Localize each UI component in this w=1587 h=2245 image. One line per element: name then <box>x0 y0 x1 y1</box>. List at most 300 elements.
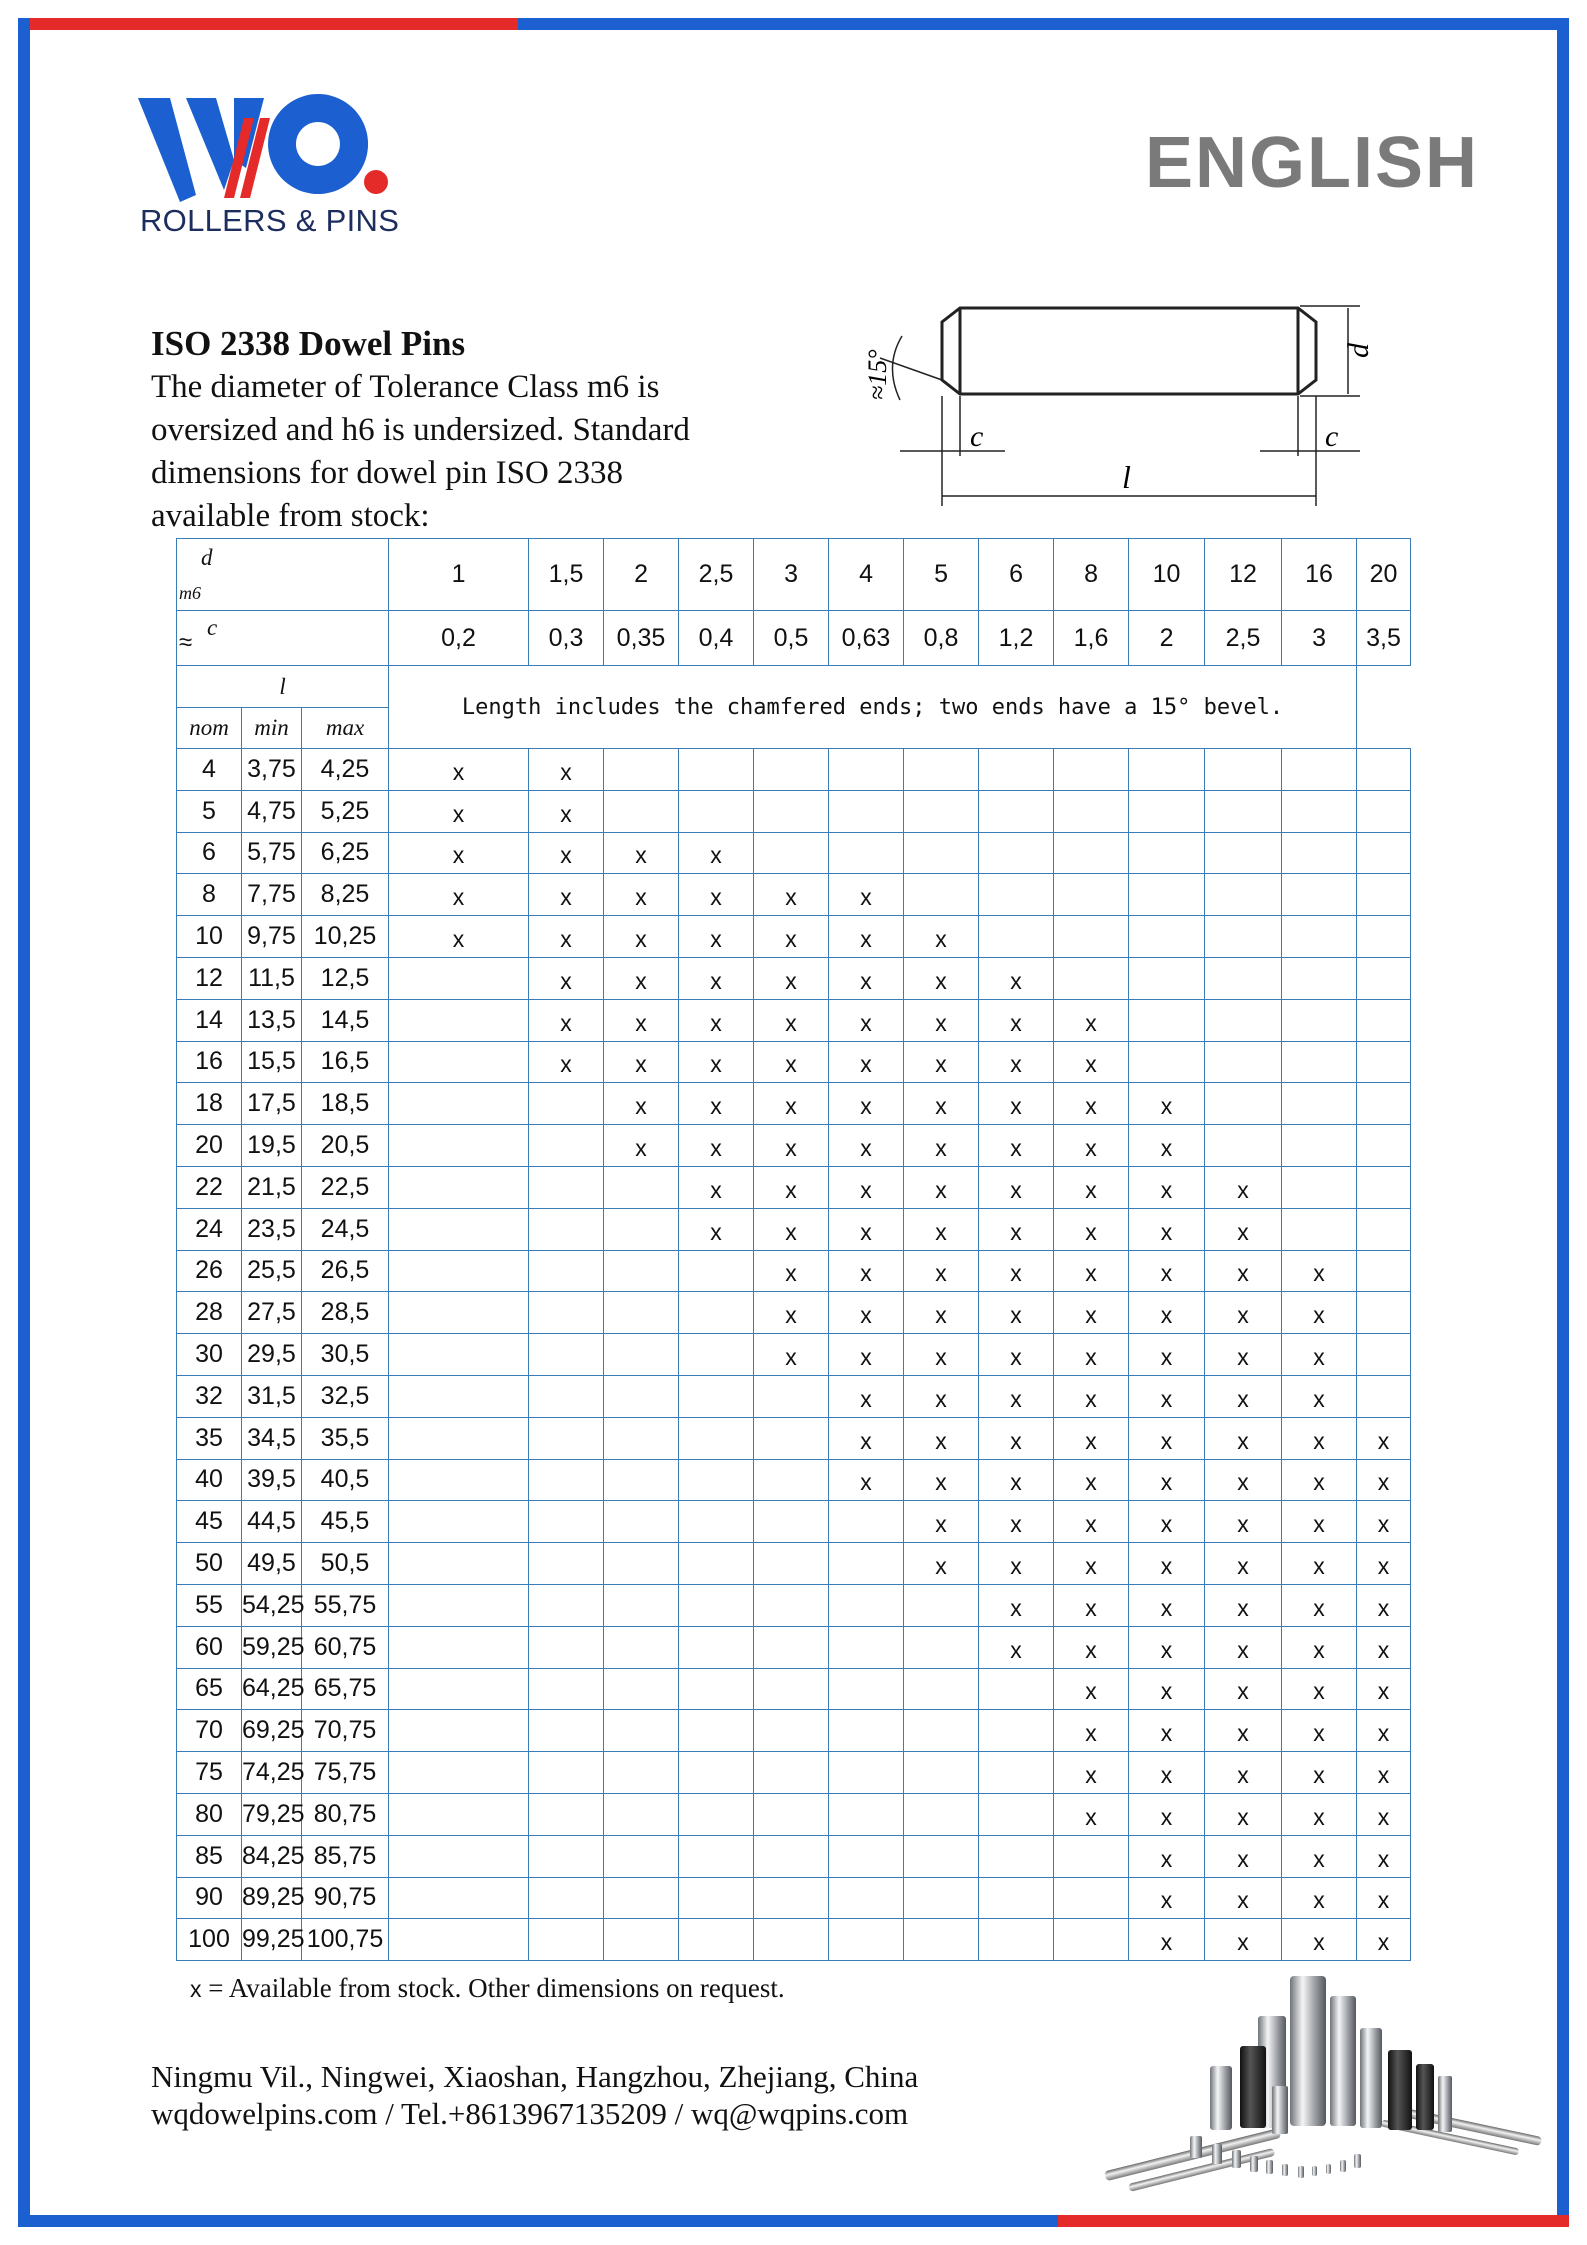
stock-mark <box>904 1835 979 1877</box>
stock-mark: x <box>529 832 604 874</box>
stock-mark <box>1054 1877 1129 1919</box>
stock-mark: x <box>754 1250 829 1292</box>
stock-mark: x <box>1129 1584 1205 1626</box>
stock-mark: x <box>829 1417 904 1459</box>
stock-mark: x <box>979 1501 1054 1543</box>
stock-mark: x <box>754 1334 829 1376</box>
length-min: 49,5 <box>242 1543 302 1585</box>
diameter-value: 10 <box>1129 539 1205 611</box>
stock-mark <box>1282 874 1357 916</box>
length-max: 18,5 <box>302 1083 389 1125</box>
stock-mark <box>604 1250 679 1292</box>
length-nom: 20 <box>177 1125 242 1167</box>
stock-mark <box>389 1501 529 1543</box>
stock-mark <box>829 1835 904 1877</box>
chamfer-value: 0,8 <box>904 611 979 666</box>
stock-mark <box>1282 790 1357 832</box>
stock-mark <box>1205 1125 1282 1167</box>
stock-mark: x <box>1054 1626 1129 1668</box>
stock-mark <box>604 1501 679 1543</box>
stock-mark: x <box>979 1626 1054 1668</box>
stock-mark: x <box>1205 1919 1282 1961</box>
stock-mark <box>1054 916 1129 958</box>
length-min: 84,25 <box>242 1835 302 1877</box>
stock-mark: x <box>1205 1752 1282 1794</box>
stock-mark: x <box>1357 1835 1411 1877</box>
stock-mark <box>904 1668 979 1710</box>
frame-left <box>18 18 30 2227</box>
nom-header: nom <box>177 708 242 749</box>
stock-mark <box>389 1083 529 1125</box>
stock-mark: x <box>1054 1334 1129 1376</box>
stock-mark: x <box>1129 1626 1205 1668</box>
stock-mark: x <box>1205 1668 1282 1710</box>
stock-mark <box>389 1250 529 1292</box>
stock-mark <box>754 832 829 874</box>
stock-mark: x <box>754 999 829 1041</box>
table-row <box>177 1417 1411 1459</box>
length-min: 44,5 <box>242 1501 302 1543</box>
stock-mark <box>1357 1375 1411 1417</box>
table-row <box>177 790 1411 832</box>
stock-mark <box>604 790 679 832</box>
stock-mark <box>1129 1041 1205 1083</box>
stock-mark: x <box>679 1208 754 1250</box>
stock-mark: x <box>1282 1292 1357 1334</box>
stock-mark <box>829 1752 904 1794</box>
table-row <box>177 1208 1411 1250</box>
stock-mark <box>1282 999 1357 1041</box>
length-nom: 65 <box>177 1668 242 1710</box>
stock-mark <box>1129 957 1205 999</box>
chamfer-value: 2,5 <box>1205 611 1282 666</box>
stock-mark: x <box>1357 1919 1411 1961</box>
stock-mark: x <box>904 1375 979 1417</box>
length-nom: 26 <box>177 1250 242 1292</box>
stock-mark: x <box>604 1083 679 1125</box>
length-nom: 22 <box>177 1166 242 1208</box>
table-row <box>177 957 1411 999</box>
length-nom: 8 <box>177 874 242 916</box>
diameter-value: 1,5 <box>529 539 604 611</box>
stock-mark <box>529 1793 604 1835</box>
stock-mark: x <box>904 1292 979 1334</box>
diameter-value: 16 <box>1282 539 1357 611</box>
stock-mark <box>679 1710 754 1752</box>
stock-mark: x <box>754 874 829 916</box>
stock-mark: x <box>979 1250 1054 1292</box>
stock-mark: x <box>1129 1083 1205 1125</box>
length-max: 85,75 <box>302 1835 389 1877</box>
stock-mark <box>1054 790 1129 832</box>
stock-mark: x <box>1282 1877 1357 1919</box>
stock-mark: x <box>904 1501 979 1543</box>
stock-mark: x <box>979 1083 1054 1125</box>
stock-mark: x <box>1282 1501 1357 1543</box>
stock-mark <box>754 1835 829 1877</box>
stock-mark <box>829 1543 904 1585</box>
stock-mark <box>1129 874 1205 916</box>
stock-mark <box>389 1543 529 1585</box>
stock-mark <box>1205 1041 1282 1083</box>
stock-mark: x <box>904 916 979 958</box>
stock-mark <box>389 1334 529 1376</box>
stock-mark: x <box>1357 1417 1411 1459</box>
stock-mark <box>1205 999 1282 1041</box>
stock-mark: x <box>604 1041 679 1083</box>
length-min: 59,25 <box>242 1626 302 1668</box>
stock-mark: x <box>1129 1292 1205 1334</box>
length-nom: 16 <box>177 1041 242 1083</box>
stock-mark <box>904 874 979 916</box>
length-nom: 32 <box>177 1375 242 1417</box>
length-min: 19,5 <box>242 1125 302 1167</box>
diameter-value: 3 <box>754 539 829 611</box>
stock-mark: x <box>389 916 529 958</box>
length-max: 10,25 <box>302 916 389 958</box>
drawing-angle-label: ≈15° <box>863 349 892 400</box>
length-nom: 18 <box>177 1083 242 1125</box>
stock-mark <box>529 1083 604 1125</box>
stock-mark <box>829 1793 904 1835</box>
stock-mark: x <box>1282 1835 1357 1877</box>
stock-mark <box>829 1668 904 1710</box>
stock-mark: x <box>1054 1292 1129 1334</box>
length-max: 8,25 <box>302 874 389 916</box>
stock-mark <box>604 1710 679 1752</box>
diameter-value: 6 <box>979 539 1054 611</box>
stock-mark <box>529 1668 604 1710</box>
table-row <box>177 1041 1411 1083</box>
d-label: d <box>201 545 213 570</box>
stock-mark <box>604 1626 679 1668</box>
stock-mark <box>389 1417 529 1459</box>
table-row <box>177 999 1411 1041</box>
stock-mark: x <box>1129 1375 1205 1417</box>
stock-mark <box>679 1919 754 1961</box>
stock-mark <box>829 1877 904 1919</box>
length-min: 17,5 <box>242 1083 302 1125</box>
chamfer-header <box>177 611 389 666</box>
stock-mark <box>604 1166 679 1208</box>
stock-mark: x <box>1205 1292 1282 1334</box>
length-min: 23,5 <box>242 1208 302 1250</box>
stock-mark: x <box>829 874 904 916</box>
stock-mark <box>1282 916 1357 958</box>
stock-mark <box>1205 790 1282 832</box>
stock-mark: x <box>1282 1250 1357 1292</box>
table-row <box>177 832 1411 874</box>
stock-mark: x <box>1054 1041 1129 1083</box>
stock-mark: x <box>1054 1208 1129 1250</box>
table-row <box>177 1459 1411 1501</box>
stock-mark: x <box>829 1083 904 1125</box>
stock-mark: x <box>1129 1208 1205 1250</box>
stock-mark <box>389 957 529 999</box>
stock-mark: x <box>1205 1375 1282 1417</box>
stock-mark <box>1282 749 1357 791</box>
stock-mark: x <box>829 999 904 1041</box>
stock-mark: x <box>979 1125 1054 1167</box>
stock-mark <box>904 1919 979 1961</box>
length-nom: 45 <box>177 1501 242 1543</box>
stock-mark <box>529 1292 604 1334</box>
stock-mark <box>389 1041 529 1083</box>
stock-mark <box>604 1877 679 1919</box>
stock-mark: x <box>829 1166 904 1208</box>
frame-right <box>1557 18 1569 2227</box>
length-min: 25,5 <box>242 1250 302 1292</box>
stock-mark <box>1282 1125 1357 1167</box>
stock-mark <box>389 1166 529 1208</box>
stock-mark: x <box>1129 1877 1205 1919</box>
length-min: 64,25 <box>242 1668 302 1710</box>
length-max: 60,75 <box>302 1626 389 1668</box>
stock-mark <box>1357 916 1411 958</box>
stock-mark <box>604 1835 679 1877</box>
stock-mark: x <box>389 749 529 791</box>
intro-line-3: dimensions for dowel pin ISO 2338 <box>151 455 624 491</box>
stock-mark <box>389 1919 529 1961</box>
stock-mark: x <box>1129 1710 1205 1752</box>
stock-mark <box>979 832 1054 874</box>
stock-mark <box>754 1626 829 1668</box>
stock-mark <box>604 1208 679 1250</box>
stock-mark <box>754 1793 829 1835</box>
length-min: 34,5 <box>242 1417 302 1459</box>
stock-mark: x <box>1282 1417 1357 1459</box>
stock-mark <box>529 1919 604 1961</box>
length-min: 89,25 <box>242 1877 302 1919</box>
stock-mark <box>1282 1083 1357 1125</box>
max-header: max <box>302 708 389 749</box>
contact-line: wqdowelpins.com / Tel.+8613967135209 / wq@wqpins.com <box>151 2096 909 2131</box>
table-row <box>177 1543 1411 1585</box>
stock-mark: x <box>679 1041 754 1083</box>
stock-mark: x <box>1129 1166 1205 1208</box>
stock-mark <box>754 1668 829 1710</box>
stock-mark <box>904 1793 979 1835</box>
stock-mark <box>1205 874 1282 916</box>
length-header: l <box>177 666 389 708</box>
stock-mark <box>1357 957 1411 999</box>
chamfer-value: 0,3 <box>529 611 604 666</box>
stock-mark <box>389 1793 529 1835</box>
stock-mark: x <box>1054 1166 1129 1208</box>
stock-mark <box>679 1877 754 1919</box>
stock-mark: x <box>1205 1250 1282 1292</box>
stock-mark <box>829 832 904 874</box>
stock-mark: x <box>1357 1668 1411 1710</box>
stock-mark <box>604 1334 679 1376</box>
stock-mark: x <box>1054 1793 1129 1835</box>
length-min: 99,25 <box>242 1919 302 1961</box>
stock-mark: x <box>1205 1166 1282 1208</box>
stock-mark <box>389 1125 529 1167</box>
stock-mark <box>754 1919 829 1961</box>
chamfer-value: 0,63 <box>829 611 904 666</box>
stock-mark: x <box>1205 1626 1282 1668</box>
stock-mark <box>754 1459 829 1501</box>
stock-mark <box>679 1752 754 1794</box>
stock-mark <box>1205 749 1282 791</box>
stock-mark <box>389 1835 529 1877</box>
stock-mark <box>604 749 679 791</box>
footnote-text: = Available from stock. Other dimensions on request. <box>201 1973 785 2003</box>
stock-mark: x <box>1054 999 1129 1041</box>
stock-mark <box>1205 1083 1282 1125</box>
stock-mark <box>1054 957 1129 999</box>
length-max: 28,5 <box>302 1292 389 1334</box>
footnote-mark: x <box>190 1976 202 2002</box>
stock-mark: x <box>529 1041 604 1083</box>
table-row <box>177 1334 1411 1376</box>
stock-mark <box>529 1125 604 1167</box>
length-nom: 100 <box>177 1919 242 1961</box>
stock-mark: x <box>979 1375 1054 1417</box>
stock-mark: x <box>1129 1459 1205 1501</box>
stock-mark: x <box>1357 1626 1411 1668</box>
diameter-value: 2 <box>604 539 679 611</box>
length-max: 35,5 <box>302 1417 389 1459</box>
stock-mark <box>389 1208 529 1250</box>
stock-mark: x <box>1205 1793 1282 1835</box>
stock-mark: x <box>979 957 1054 999</box>
table-row <box>177 1083 1411 1125</box>
stock-mark: x <box>529 790 604 832</box>
stock-mark <box>389 1375 529 1417</box>
stock-mark <box>754 1543 829 1585</box>
stock-mark: x <box>904 957 979 999</box>
stock-mark <box>679 1793 754 1835</box>
stock-mark <box>754 1752 829 1794</box>
stock-mark <box>679 1250 754 1292</box>
table-row <box>177 1668 1411 1710</box>
stock-mark <box>1205 957 1282 999</box>
stock-mark: x <box>904 1334 979 1376</box>
stock-mark: x <box>679 999 754 1041</box>
table-row <box>177 1626 1411 1668</box>
stock-mark <box>1054 832 1129 874</box>
dowel-pin-drawing <box>840 296 1380 516</box>
stock-mark <box>979 1668 1054 1710</box>
stock-mark <box>904 1710 979 1752</box>
stock-mark: x <box>754 957 829 999</box>
stock-mark: x <box>904 1041 979 1083</box>
length-max: 70,75 <box>302 1710 389 1752</box>
length-nom: 90 <box>177 1877 242 1919</box>
stock-mark: x <box>1282 1793 1357 1835</box>
length-nom: 30 <box>177 1334 242 1376</box>
stock-mark: x <box>1054 1375 1129 1417</box>
stock-mark <box>979 790 1054 832</box>
stock-mark <box>679 1417 754 1459</box>
table-row <box>177 1584 1411 1626</box>
stock-mark: x <box>1129 1125 1205 1167</box>
page-title: ISO 2338 Dowel Pins <box>151 324 466 363</box>
stock-mark: x <box>604 874 679 916</box>
stock-mark: x <box>829 1459 904 1501</box>
table-row <box>177 916 1411 958</box>
stock-mark <box>904 1626 979 1668</box>
stock-mark: x <box>1357 1793 1411 1835</box>
frame-bottom-red <box>1058 2215 1569 2227</box>
stock-mark <box>1357 1166 1411 1208</box>
table-row <box>177 1919 1411 1961</box>
stock-mark: x <box>1205 1208 1282 1250</box>
length-max: 24,5 <box>302 1208 389 1250</box>
stock-mark <box>679 1584 754 1626</box>
stock-mark: x <box>604 1125 679 1167</box>
stock-mark <box>904 1752 979 1794</box>
stock-mark <box>604 1459 679 1501</box>
stock-mark <box>1054 749 1129 791</box>
stock-mark: x <box>829 1041 904 1083</box>
chamfer-value: 3,5 <box>1357 611 1411 666</box>
stock-mark <box>389 1626 529 1668</box>
stock-mark: x <box>979 1543 1054 1585</box>
length-min: 9,75 <box>242 916 302 958</box>
length-max: 55,75 <box>302 1584 389 1626</box>
stock-mark <box>389 1668 529 1710</box>
length-nom: 4 <box>177 749 242 791</box>
stock-mark: x <box>1205 1877 1282 1919</box>
length-nom: 75 <box>177 1752 242 1794</box>
stock-mark: x <box>1282 1668 1357 1710</box>
length-max: 22,5 <box>302 1166 389 1208</box>
stock-mark <box>529 1208 604 1250</box>
stock-mark: x <box>679 916 754 958</box>
stock-mark <box>529 1459 604 1501</box>
stock-mark <box>1357 1041 1411 1083</box>
length-min: 27,5 <box>242 1292 302 1334</box>
stock-mark <box>1129 916 1205 958</box>
stock-mark: x <box>904 1208 979 1250</box>
stock-mark <box>754 1584 829 1626</box>
stock-mark: x <box>1282 1543 1357 1585</box>
stock-mark: x <box>1282 1626 1357 1668</box>
stock-mark: x <box>529 874 604 916</box>
stock-mark <box>1054 874 1129 916</box>
length-nom: 85 <box>177 1835 242 1877</box>
stock-mark: x <box>1205 1543 1282 1585</box>
stock-mark <box>529 1250 604 1292</box>
stock-mark: x <box>904 1459 979 1501</box>
table-row <box>177 1166 1411 1208</box>
stock-mark: x <box>904 1417 979 1459</box>
stock-mark: x <box>529 916 604 958</box>
stock-mark: x <box>1357 1501 1411 1543</box>
address-line: Ningmu Vil., Ningwei, Xiaoshan, Hangzhou, Zhejiang, China <box>151 2059 919 2094</box>
stock-mark <box>529 1835 604 1877</box>
stock-mark <box>1054 1919 1129 1961</box>
stock-mark: x <box>604 832 679 874</box>
length-min: 54,25 <box>242 1584 302 1626</box>
length-nom: 12 <box>177 957 242 999</box>
frame-bottom-blue <box>18 2215 1058 2227</box>
pins-product-photo <box>1090 1968 1550 2208</box>
stock-mark: x <box>679 874 754 916</box>
stock-mark: x <box>1282 1752 1357 1794</box>
stock-mark <box>1357 832 1411 874</box>
length-max: 16,5 <box>302 1041 389 1083</box>
length-min: 74,25 <box>242 1752 302 1794</box>
drawing-c-label-right: c <box>1325 420 1339 453</box>
stock-mark <box>679 1543 754 1585</box>
stock-mark: x <box>979 999 1054 1041</box>
stock-mark: x <box>1282 1710 1357 1752</box>
stock-mark <box>604 1793 679 1835</box>
